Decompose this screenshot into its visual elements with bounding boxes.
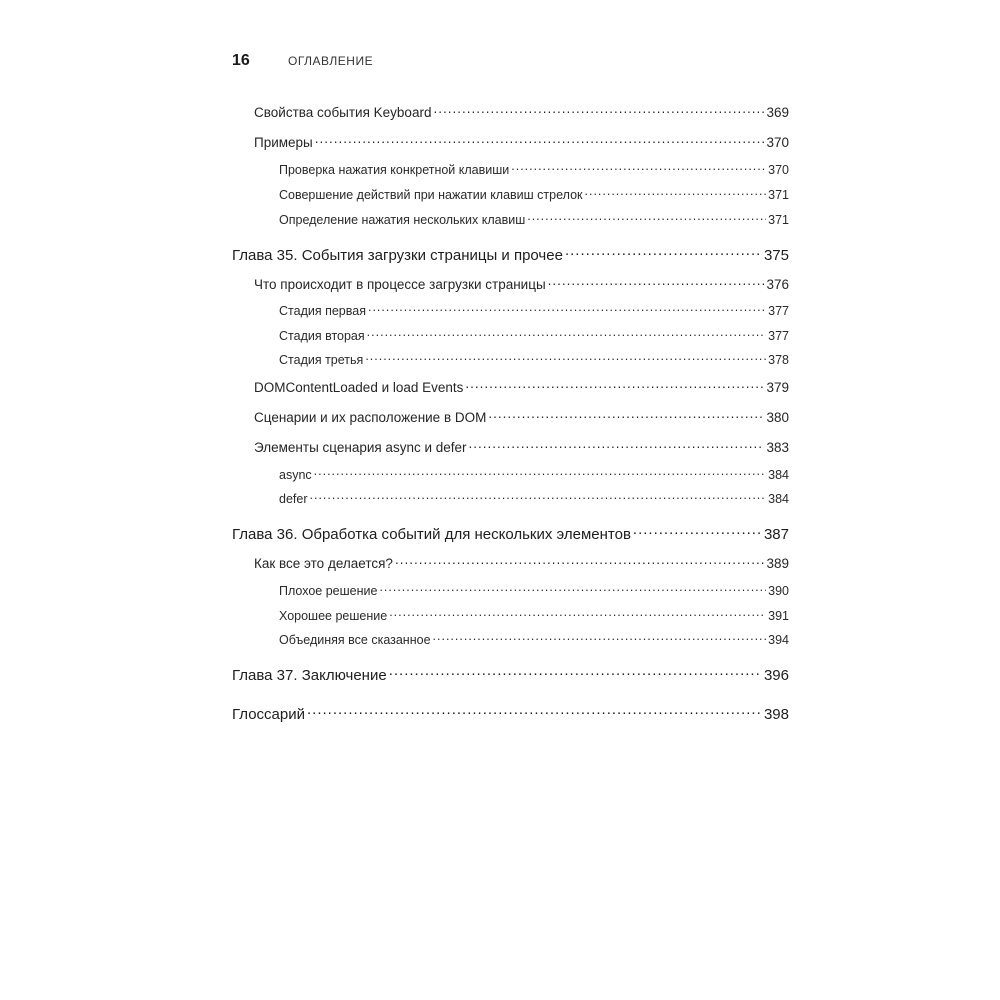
dot-leader <box>367 327 766 340</box>
toc-subsection-entry <box>279 161 789 177</box>
toc-entry-page: 377 <box>768 328 789 343</box>
dot-leader <box>379 582 766 595</box>
dot-leader <box>395 554 765 568</box>
toc-section-entry <box>254 554 789 571</box>
toc-chapter-entry <box>232 524 789 543</box>
toc-entry-title: Примеры <box>254 134 313 150</box>
toc-chapter-entry <box>232 665 789 684</box>
dot-leader <box>314 466 766 479</box>
toc-section-entry <box>254 103 789 120</box>
toc-entry-title: Что происходит в процессе загрузки страницы <box>254 276 546 292</box>
toc-entry-page: 375 <box>763 247 789 264</box>
toc-subsection-entry <box>279 211 789 227</box>
toc-entry-page: 387 <box>763 526 789 543</box>
toc-entry-title: Объединяя все сказанное <box>279 632 431 647</box>
toc-entry-page: 369 <box>766 104 789 120</box>
toc-entry-page: 394 <box>768 632 789 647</box>
dot-leader <box>315 133 765 147</box>
toc-entry-title: defer <box>279 491 308 506</box>
toc-entry-page: 398 <box>763 706 789 723</box>
dot-leader <box>433 631 767 644</box>
dot-leader <box>465 378 764 392</box>
toc-entry-title: Глава 35. События загрузки страницы и прочее <box>232 247 563 264</box>
toc-entry-page: 384 <box>768 491 789 506</box>
toc-subsection-entry <box>279 582 789 598</box>
toc-section-entry <box>254 408 789 425</box>
toc-subsection-entry <box>279 607 789 623</box>
dot-leader <box>511 161 766 174</box>
toc-entry-title: Совершение действий при нажатии клавиш стрелок <box>279 187 583 202</box>
toc-subsection-entry <box>279 490 789 506</box>
toc-entry-title: Стадия третья <box>279 352 364 367</box>
toc-entry-title: Проверка нажатия конкретной клавиши <box>279 162 510 177</box>
toc-entry-page: 391 <box>768 608 789 623</box>
dot-leader <box>527 211 766 224</box>
toc-entry-title: Хорошее решение <box>279 608 388 623</box>
toc-entry-page: 377 <box>768 303 789 318</box>
toc-entry-title: Определение нажатия нескольких клавиш <box>279 212 526 227</box>
toc-section-entry <box>254 275 789 292</box>
dot-leader <box>548 275 765 289</box>
toc-entry-page: 376 <box>766 276 789 292</box>
dot-leader <box>433 103 764 117</box>
dot-leader <box>389 607 766 620</box>
toc-chapter-entry <box>232 245 789 264</box>
toc-entry-title: Глоссарий <box>232 706 305 723</box>
dot-leader <box>307 704 762 719</box>
toc-section-entry <box>254 438 789 455</box>
dot-leader <box>565 245 762 260</box>
toc-subsection-entry <box>279 186 789 202</box>
toc-entry-page: 370 <box>768 162 789 177</box>
toc-entry-page: 378 <box>768 352 789 367</box>
toc-entry-title: Глава 36. Обработка событий для нескольких элементов <box>232 526 631 543</box>
toc-entry-page: 396 <box>763 667 789 684</box>
toc-entry-title: Стадия вторая <box>279 328 365 343</box>
dot-leader <box>469 438 765 452</box>
toc-entry-title: async <box>279 467 312 482</box>
toc-entry-page: 371 <box>768 212 789 227</box>
dot-leader <box>368 302 766 315</box>
toc-subsection-entry <box>279 466 789 482</box>
toc-entry-title: Элементы сценария async и defer <box>254 439 467 455</box>
dot-leader <box>310 490 767 503</box>
toc-entry-title: Сценарии и их расположение в DOM <box>254 409 487 425</box>
toc-entry-page: 389 <box>766 555 789 571</box>
toc-subsection-entry <box>279 302 789 318</box>
dot-leader <box>585 186 767 199</box>
toc-entry-title: Как все это делается? <box>254 555 393 571</box>
toc-entry-page: 380 <box>766 409 789 425</box>
toc-subsection-entry <box>279 631 789 647</box>
dot-leader <box>488 408 764 422</box>
dot-leader <box>633 524 762 539</box>
toc-entry-page: 370 <box>766 134 789 150</box>
toc-entry-title: Свойства события Keyboard <box>254 104 432 120</box>
toc-entry-page: 390 <box>768 583 789 598</box>
toc-entry-page: 384 <box>768 467 789 482</box>
toc-entry-page: 379 <box>766 379 789 395</box>
toc-entry-title: DOMContentLoaded и load Events <box>254 379 464 395</box>
page-number: 16 <box>232 52 250 69</box>
running-title: ОГЛАВЛЕНИЕ <box>288 54 374 68</box>
toc-subsection-entry <box>279 327 789 343</box>
toc-entry-page: 383 <box>766 439 789 455</box>
toc-chapter-entry <box>232 704 789 723</box>
toc-entry-title: Стадия первая <box>279 303 366 318</box>
toc-entry-page: 371 <box>768 187 789 202</box>
toc-section-entry <box>254 133 789 150</box>
toc-entry-title: Глава 37. Заключение <box>232 667 387 684</box>
dot-leader <box>365 351 766 364</box>
toc-entry-title: Плохое решение <box>279 583 378 598</box>
dot-leader <box>389 665 762 680</box>
toc-section-entry <box>254 378 789 395</box>
toc-subsection-entry <box>279 351 789 367</box>
